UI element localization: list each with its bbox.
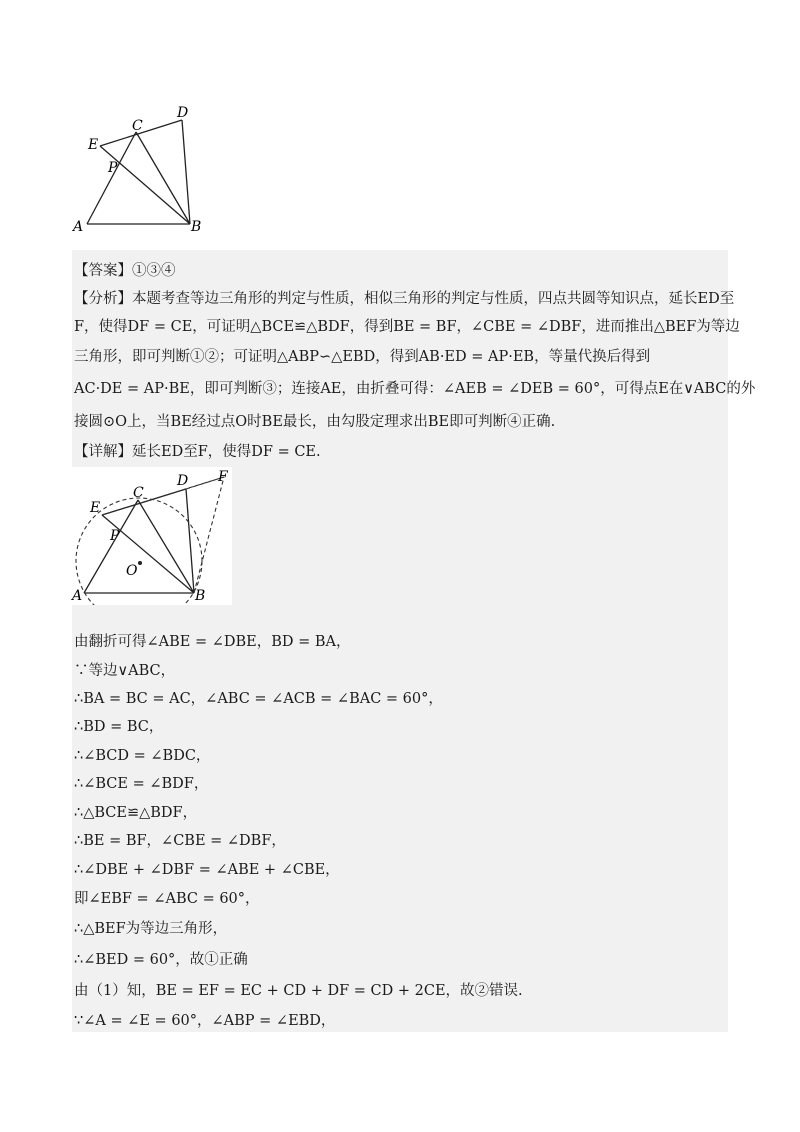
- segment-CB: [136, 132, 190, 224]
- label-O: O: [126, 563, 138, 579]
- label-B: B: [195, 588, 206, 604]
- label-E: E: [90, 500, 101, 516]
- detail-line-7: ∴△BCE≌△BDF，: [74, 805, 198, 821]
- detail-line-14: ∵∠A = ∠E = 60°，∠ABP = ∠EBD，: [74, 1013, 336, 1029]
- segment-DB: [186, 489, 194, 593]
- label-D: D: [177, 105, 189, 121]
- label-B: B: [191, 219, 202, 235]
- segment-DB: [182, 120, 190, 224]
- detail-line-13: 由（1）知，BE = EF = EC + CD + DF = CD + 2CE，故②错误.: [74, 983, 523, 999]
- detail-line-5: ∴∠BCD = ∠BDC，: [74, 748, 211, 764]
- label-A: A: [72, 588, 83, 604]
- label-P: P: [108, 160, 118, 176]
- answer-line: 【答案】①③④: [74, 263, 176, 279]
- detail-line-8: ∴BE = BF，∠CBE = ∠DBF，: [74, 833, 286, 849]
- detail-line-intro: 【详解】延长ED至F，使得DF = CE.: [74, 444, 321, 460]
- analysis-line-4: AC·DE = AP·BE，即可判断③；连接AE，由折叠可得：∠AEB = ∠DEB = 60°，可得点E在∨ABC的外: [74, 381, 756, 397]
- segment-EB: [100, 146, 190, 224]
- geometry-figure-2: [70, 467, 232, 605]
- analysis-line-5: 接圆⊙O上，当BE经过点O时BE最长，由勾股定理求出BE即可判断④正确.: [74, 414, 556, 430]
- detail-line-3: ∴BA = BC = AC，∠ABC = ∠ACB = ∠BAC = 60°，: [74, 691, 443, 707]
- label-P: P: [110, 528, 120, 544]
- detail-line-9: ∴∠DBE + ∠DBF = ∠ABE + ∠CBE，: [74, 862, 340, 878]
- segment-CB: [138, 500, 194, 593]
- segment-EB: [102, 515, 194, 593]
- label-F: F: [218, 469, 228, 485]
- detail-line-12: ∴∠BED = 60°，故①正确: [74, 952, 248, 968]
- detail-line-6: ∴∠BCE = ∠BDF，: [74, 776, 209, 792]
- center-point-O: [138, 561, 142, 565]
- label-C: C: [133, 485, 144, 501]
- detail-line-1: 由翻折可得∠ABE = ∠DBE，BD = BA，: [74, 634, 351, 650]
- detail-line-11: ∴△BEF为等边三角形，: [74, 921, 228, 937]
- segment-BF: [194, 477, 224, 593]
- label-C: C: [132, 118, 143, 134]
- detail-line-4: ∴BD = BC，: [74, 719, 164, 735]
- label-D: D: [177, 473, 189, 489]
- analysis-line-1: 【分析】本题考查等边三角形的判定与性质，相似三角形的判定与性质，四点共圆等知识点，延长ED至: [74, 291, 735, 307]
- detail-line-2: ∵等边∨ABC，: [74, 663, 176, 679]
- label-E: E: [88, 137, 99, 153]
- detail-line-10: 即∠EBF = ∠ABC = 60°，: [74, 891, 260, 907]
- analysis-line-3: 三角形，即可判断①②；可证明△ABP∽△EBD，得到AB·ED = AP·EB，等量代换后得到: [74, 349, 651, 365]
- geometry-figure-1: [70, 100, 210, 235]
- analysis-line-2: F，使得DF = CE，可证明△BCE≌△BDF，得到BE = BF，∠CBE = ∠DBF，进而推出△BEF为等边: [74, 319, 740, 335]
- label-A: A: [73, 219, 84, 235]
